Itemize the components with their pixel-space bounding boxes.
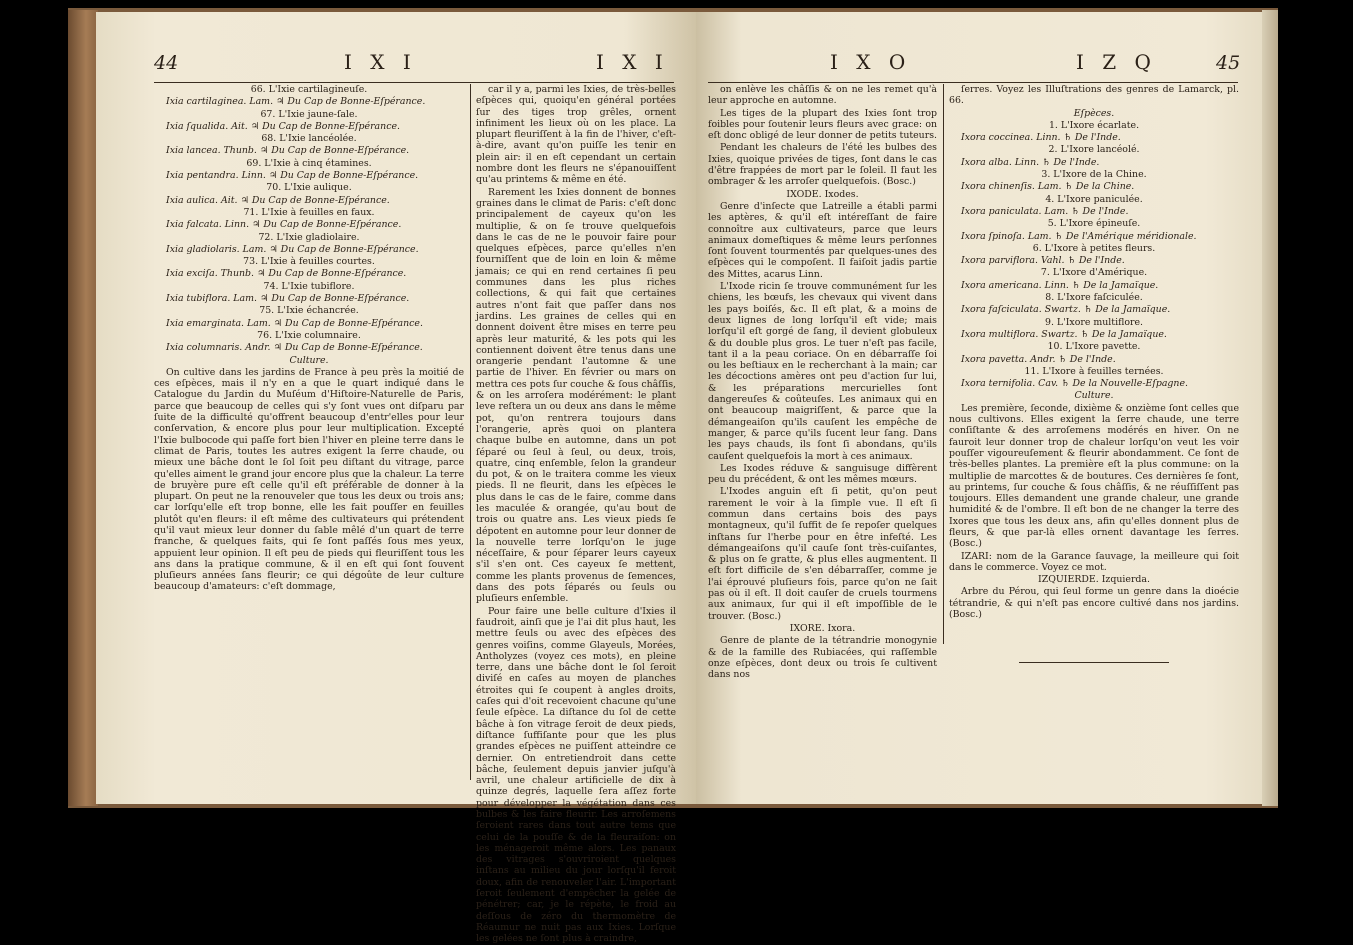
paragraph: Les Ixodes réduve & sanguisuge diffèrent peu du précédent, & ont les mêmes mœurs. <box>708 462 937 486</box>
paragraph: IXORE. Ixora. <box>789 622 856 634</box>
right-page-header: I Z Q <box>1076 50 1157 74</box>
paragraph: Ixia exciſa. Thunb. ♃ Du Cap de Bonne-Eſpérance. <box>166 268 407 280</box>
paragraph: 11. L'Ixore à feuilles ternées. <box>1024 365 1164 377</box>
paragraph: Ixora coccinea. Linn. ♄ De l'Inde. <box>961 132 1121 144</box>
paragraph: ſerres. Voyez les Illuſtrations des genres de Lamarck, pl. 66. <box>949 84 1239 107</box>
paragraph: Ixia tubiflora. Lam. ♃ Du Cap de Bonne-Eſpérance. <box>166 293 410 305</box>
paragraph: 69. L'Ixie à cinq étamines. <box>246 157 372 169</box>
paragraph: Ixia pentandra. Linn. ♃ Du Cap de Bonne-Eſpérance. <box>166 170 419 182</box>
paragraph: 72. L'Ixie gladiolaire. <box>258 231 360 243</box>
book-spine-edge <box>68 10 98 806</box>
paragraph: Genre d'inſecte que Latreille a établi parmi les aptères, & qu'il eſt intéreſſant de faire connoître aux cultivateurs, parce que leurs animaux domeſtiques & même leurs perſonnes ſont ſouvent tourmentés par quelques-unes des eſpèces qui le compoſent. Il faiſoit jadis partie des Mittes, acarus Linn. <box>708 200 937 280</box>
paragraph: Culture. <box>1074 390 1114 402</box>
paragraph: 3. L'Ixore de la Chine. <box>1041 169 1147 181</box>
paragraph: Ixia lancea. Thunb. ♃ Du Cap de Bonne-Eſpérance. <box>166 145 410 157</box>
paragraph: car il y a, parmi les Ixies, de très-belles eſpèces qui, quoiqu'en général portées ſur des tiges trop grêles, ornent infiniment les lieux où on les place. La plupart fleuriſſent à la fin de l'hiver, c'eſt-à-dire, avant qu'on puiſſe les tenir en plein air: il en eſt cependant un certain nombre dont les fleurs ne s'épanouiſſent qu'au printems & même en été. <box>476 84 676 186</box>
paragraph: Ixora pavetta. Andr. ♄ De l'Inde. <box>961 353 1116 365</box>
paragraph: 4. L'Ixore paniculée. <box>1045 193 1143 205</box>
paragraph: Les première, ſeconde, dixième & onzième ſont celles que nous cultivons. Elles exigent la ſerre chaude, une terre conſiſtante & des arroſemens modérés en hiver. On ne fauroit leur donner trop de chaleur lorſqu'on veut les voir pouſſer vigoureuſement & fleurir abondamment. Ce ſont de très-belles plantes. La première eſt la plus commune: on la multiplie de marcottes & de boutures. Ces dernières ſe ſont, au printems, ſur couche & ſous châſſis, & ne réuſſiſſent pas toujours. Elles demandent une grande chaleur, une grande humidité & de l'ombre. Il eſt bon de ne changer la terre des Ixores que tous les deux ans, afin qu'elles donnent plus de fleurs, & que par-là elles ornent davantage les ſerres. (Bosc.) <box>949 402 1239 550</box>
paragraph: 71. L'Ixie à feuilles en faux. <box>243 206 375 218</box>
paragraph: 8. L'Ixore faſciculée. <box>1045 292 1143 304</box>
paragraph: Ixora ſpinoſa. Lam. ♄ De l'Amérique méridionale. <box>961 230 1197 242</box>
right-page-column-2 <box>949 84 1239 784</box>
paragraph: Ixora multiflora. Swartz. ♄ De la Jamaïque. <box>961 328 1167 340</box>
left-page-number: 44 <box>154 52 179 74</box>
paragraph: Genre de plante de la tétrandrie monogynie & de la famille des Rubiacées, qui raſſemble onze eſpèces, dont deux ou trois ſe cultivent dans nos <box>708 635 937 681</box>
paragraph: Eſpèces. <box>1073 107 1115 119</box>
paragraph: On cultive dans les jardins de France à peu près la moitié de ces eſpèces, mais il n'y en a que le quart indiqué dans le Catalogue du Jardin du Muſéum d'Hiſtoire-Naturelle de Paris, parce que beaucoup de celles qui s'y ſont vues ont diſparu par ſuite de la difficulté qu'offrent beaucoup d'entr'elles pour leur conſervation, & encore plus pour leur multiplication. Excepté l'Ixie bulbocode qui paſſe fort bien l'hiver en pleine terre dans le climat de Paris, toutes les autres exigent la ſerre chaude, ou mieux une bâche dont le ſol ſoit peu diſtant du vitrage, parce qu'elles aiment le grand jour encore plus que la chaleur. La terre de bruyère pure eſt celle qu'il eſt préférable de donner à la plupart. On peut ne la renouveler que tous les deux ou trois ans; car lorſqu'elle eſt trop bonne, elle les fait pouſſer en feuilles plutôt qu'en fleurs: il eſt même des cultivateurs qui prétendent qu'il vaut mieux leur donner du ſable mêlé d'un quart de terre franche, & quelques faits, qui ſe ſont paſſés ſous mes yeux, appuient leur opinion. Il eſt peu de pieds qui fleuriſſent tous les ans dans la pratique commune, & il en eſt qui ſont ſouvent pluſieurs années ſans fleurir; ce qui dégoûte de leur culture beaucoup d'amateurs: c'eſt dommage, <box>154 366 464 593</box>
paragraph: Ixia emarginata. Lam. ♃ Du Cap de Bonne-Eſpérance. <box>166 317 423 329</box>
left-page-column-2 <box>476 84 676 945</box>
right-page <box>696 12 1262 804</box>
left-page <box>96 12 696 945</box>
paragraph: Ixora parviflora. Vahl. ♄ De l'Inde. <box>961 255 1125 267</box>
paragraph: Ixora alba. Linn. ♄ De l'Inde. <box>961 156 1100 168</box>
paragraph: Ixia aulica. Ait. ♃ Du Cap de Bonne-Eſpérance. <box>166 194 390 206</box>
paragraph: 2. L'Ixore lancéolé. <box>1048 144 1140 156</box>
paragraph: Ixora faſciculata. Swartz. ♄ De la Jamaïque. <box>961 304 1171 316</box>
left-page-column-1 <box>154 84 464 784</box>
paragraph: on enlève les châſſis & on ne les remet qu'à leur approche en automne. <box>708 84 937 107</box>
paragraph: L'Ixodes anguin eſt ſi petit, qu'on peut rarement le voir à la ſimple vue. Il eſt ſi commun dans certains bois des pays montagneux, qu'il ſuffit de ſe repoſer quelques inſtans ſur l'herbe pour en être infeſté. Les démangeaiſons qu'il cauſe ſont très-cuiſantes, & plus on ſe gratte, & plus elles augmentent. Il eſt fort difficile de s'en débarraſſer, comme je l'ai éprouvé pluſieurs fois, parce qu'on ne ſait pas où il eſt. Il doit cauſer de cruels tourmens aux animaux, ſur qui il eſt impoſſible de le trouver. (Bosc.) <box>708 486 937 622</box>
page-edges <box>1262 10 1278 806</box>
paragraph: 1. L'Ixore écarlate. <box>1048 119 1140 131</box>
paragraph: IXODE. Ixodes. <box>786 188 859 200</box>
paragraph: 5. L'Ixore épineuſe. <box>1047 218 1141 230</box>
header-rule <box>708 82 1238 83</box>
right-page-number: 45 <box>1216 52 1241 74</box>
paragraph: Ixia ſqualida. Ait. ♃ Du Cap de Bonne-Eſpérance. <box>166 120 400 132</box>
paragraph: IZARI: nom de la Garance ſauvage, la meilleure qui ſoit dans le commerce. Voyez ce mot. <box>949 550 1239 573</box>
paragraph: 70. L'Ixie aulique. <box>266 182 352 194</box>
paragraph: Pour faire une belle culture d'Ixies il faudroit, ainſi que je l'ai dit plus haut, les mettre ſeuls ou avec des eſpèces des genres voiſins, comme Glayeuls, Morées, Antholyzes (voyez ces mots), en pleine terre, dans une bâche dont le ſol ſeroit diviſé en caſes au moyen de planches étroites qui ſe coupent à angles droits, caſes qui d'oit recevoient chacune qu'une ſeule eſpèce. La diſtance du ſol de cette bâche à ſon vitrage ſeroit de deux pieds, diſtance ſuffiſante pour que les plus grandes eſpèces ne puiſſent atteindre ce dernier. On entretiendroit dans cette bâche, ſeulement depuis janvier juſqu'à avril, une chaleur artificielle de dix à quinze degrés, laquelle ſera aſſez forte pour développer la végétation dans ces bulbes & les faire fleurir. Les arroſemens ſeroient rares dans tout autre tems que celui de la pouſſe & de la fleuraiſon: on les ménageroit même alors. Les panaux des vitrages s'ouvriroient quelques inſtans au milieu du jour lorſqu'il feroit doux, afin de renouveler l'air. L'important ſeroit ſeulement d'empêcher la gelée de pénétrer; car, je le répète, le froid au deſſous de zéro du thermomètre de Réaumur ne nuit pas aux Ixies. Lorſque les gelées ne ſont plus à craindre, <box>476 605 676 945</box>
paragraph: Ixia cartilaginea. Lam. ♃ Du Cap de Bonne-Eſpérance. <box>166 96 426 108</box>
end-rule <box>1019 662 1169 663</box>
paragraph: 68. L'Ixie lancéolée. <box>261 133 357 145</box>
paragraph: Ixia falcata. Linn. ♃ Du Cap de Bonne-Eſpérance. <box>166 219 402 231</box>
left-page-header-right: I X I <box>596 50 669 74</box>
paragraph: 75. L'Ixie échancrée. <box>259 305 359 317</box>
paragraph: Ixora chinenſis. Lam. ♄ De la Chine. <box>961 181 1135 193</box>
left-page-header: I X I <box>344 50 417 74</box>
paragraph: Les tiges de la plupart des Ixies ſont trop foibles pour ſoutenir leurs fleurs avec grace: on eſt donc obligé de leur donner de petits tuteurs. <box>708 107 937 142</box>
paragraph: 6. L'Ixore à petites fleurs. <box>1032 242 1156 254</box>
paragraph: Ixia gladiolaris. Lam. ♃ Du Cap de Bonne-Eſpérance. <box>166 243 419 255</box>
paragraph: Pendant les chaleurs de l'été les bulbes des Ixies, quoique privées de tiges, ſont dans le cas d'être frappées de mort par le ſoleil. Il faut les ombrager & les arroſer quelquefois. (Bosc.) <box>708 142 937 188</box>
paragraph: Arbre du Pérou, qui ſeul forme un genre dans la dioécie tétrandrie, & qui n'eſt pas encore cultivé dans nos jardins. (Bosc.) <box>949 586 1239 621</box>
paragraph: 10. L'Ixore pavette. <box>1047 341 1141 353</box>
column-divider <box>470 84 471 780</box>
paragraph: Ixora americana. Linn. ♄ De la Jamaïque. <box>961 279 1159 291</box>
paragraph: L'Ixode ricin ſe trouve communément ſur les chiens, les bœufs, les chevaux qui vivent dans les pays boiſés, &c. Il eſt plat, & a moins de deux lignes de long lorſqu'il eſt vide; mais lorſqu'il eſt gorgé de ſang, il devient globuleux & du double plus gros. Le tuer n'eſt pas facile, tant il a la peau coriace. On en débarraſſe ſoi ou les beſtiaux en le recherchant à la main; car les décoctions amères ont peu d'action ſur lui, & les préparations mercurielles ſont dangereuſes & coûteuſes. Les animaux qui en ont beaucoup maigriſſent, & parce que la démangeaiſon qu'ils cauſent les empêche de manger, & parce qu'ils ſucent leur ſang. Dans les pays chauds, ils ſont ſi abondans, qu'ils cauſent quelquefois la mort à ces animaux. <box>708 281 937 462</box>
column-divider <box>943 84 944 644</box>
paragraph: 9. L'Ixore multiflore. <box>1045 316 1143 328</box>
paragraph: 67. L'Ixie jaune-ſale. <box>260 108 358 120</box>
paragraph: Ixora paniculata. Lam. ♄ De l'Inde. <box>961 205 1129 217</box>
right-page-column-1 <box>708 84 937 784</box>
paragraph: 73. L'Ixie à feuilles courtes. <box>243 256 375 268</box>
paragraph: 76. L'Ixie columnaire. <box>257 329 361 341</box>
paragraph: 74. L'Ixie tubiflore. <box>263 280 355 292</box>
paragraph: 7. L'Ixore d'Amérique. <box>1040 267 1148 279</box>
paragraph: Culture. <box>289 354 329 366</box>
paragraph: Ixia columnaris. Andr. ♃ Du Cap de Bonne-Eſpérance. <box>166 342 423 354</box>
paragraph: Rarement les Ixies donnent de bonnes graines dans le climat de Paris: c'eſt donc principalement de cayeux qu'on les multiplie, & on ſe trouve quelquefois dans le cas de ne le pouvoir faire pour quelques eſpèces, parce qu'elles n'en fourniſſent que de loin en loin & même jamais; ce qui en rend certaines ſi peu communes dans les plus riches collections, & qui fait que certaines autres n'ont fait que paſſer dans nos jardins. Les graines de celles qui en donnent doivent être mises en terre peu après leur maturité, & les pots qui les contiennent doivent être tenus dans une orangerie pendant l'automne & une partie de l'hiver. En février ou mars on mettra ces pots ſur couche & ſous châſſis, & on les arroſera modérément: le plant leve reſtera un ou deux ans dans le même pot, qu'on rentrera toujours dans l'orangerie, après quoi on plantera chaque bulbe en automne, dans un pot ſéparé ou ſeul à ſeul, ou deux, trois, quatre, cinq enſemble, ſelon la grandeur du pot, & on le traitera comme les vieux pieds. Il ne fleurit, dans les eſpèces le plus dans le cas de le faire, comme dans les maculée & orangée, qu'au bout de trois ou quatre ans. Les vieux pieds ſe dépotent en automne pour leur donner de la nouvelle terre lorſqu'on le juge néceſſaire, & pour ſéparer leurs cayeux s'il s'en ont. Ces cayeux ſe mettent, comme les plants provenus de ſemences, dans des pots ſéparés ou ſeuls ou pluſieurs enſemble. <box>476 186 676 605</box>
paragraph: IZQUIERDE. Izquierda. <box>1037 574 1150 586</box>
right-page-header-left: I X O <box>830 50 912 74</box>
paragraph: Ixora ternifolia. Cav. ♄ De la Nouvelle-Eſpagne. <box>961 378 1188 390</box>
header-rule <box>154 82 674 83</box>
paragraph: 66. L'Ixie cartilagineuſe. <box>250 84 368 95</box>
